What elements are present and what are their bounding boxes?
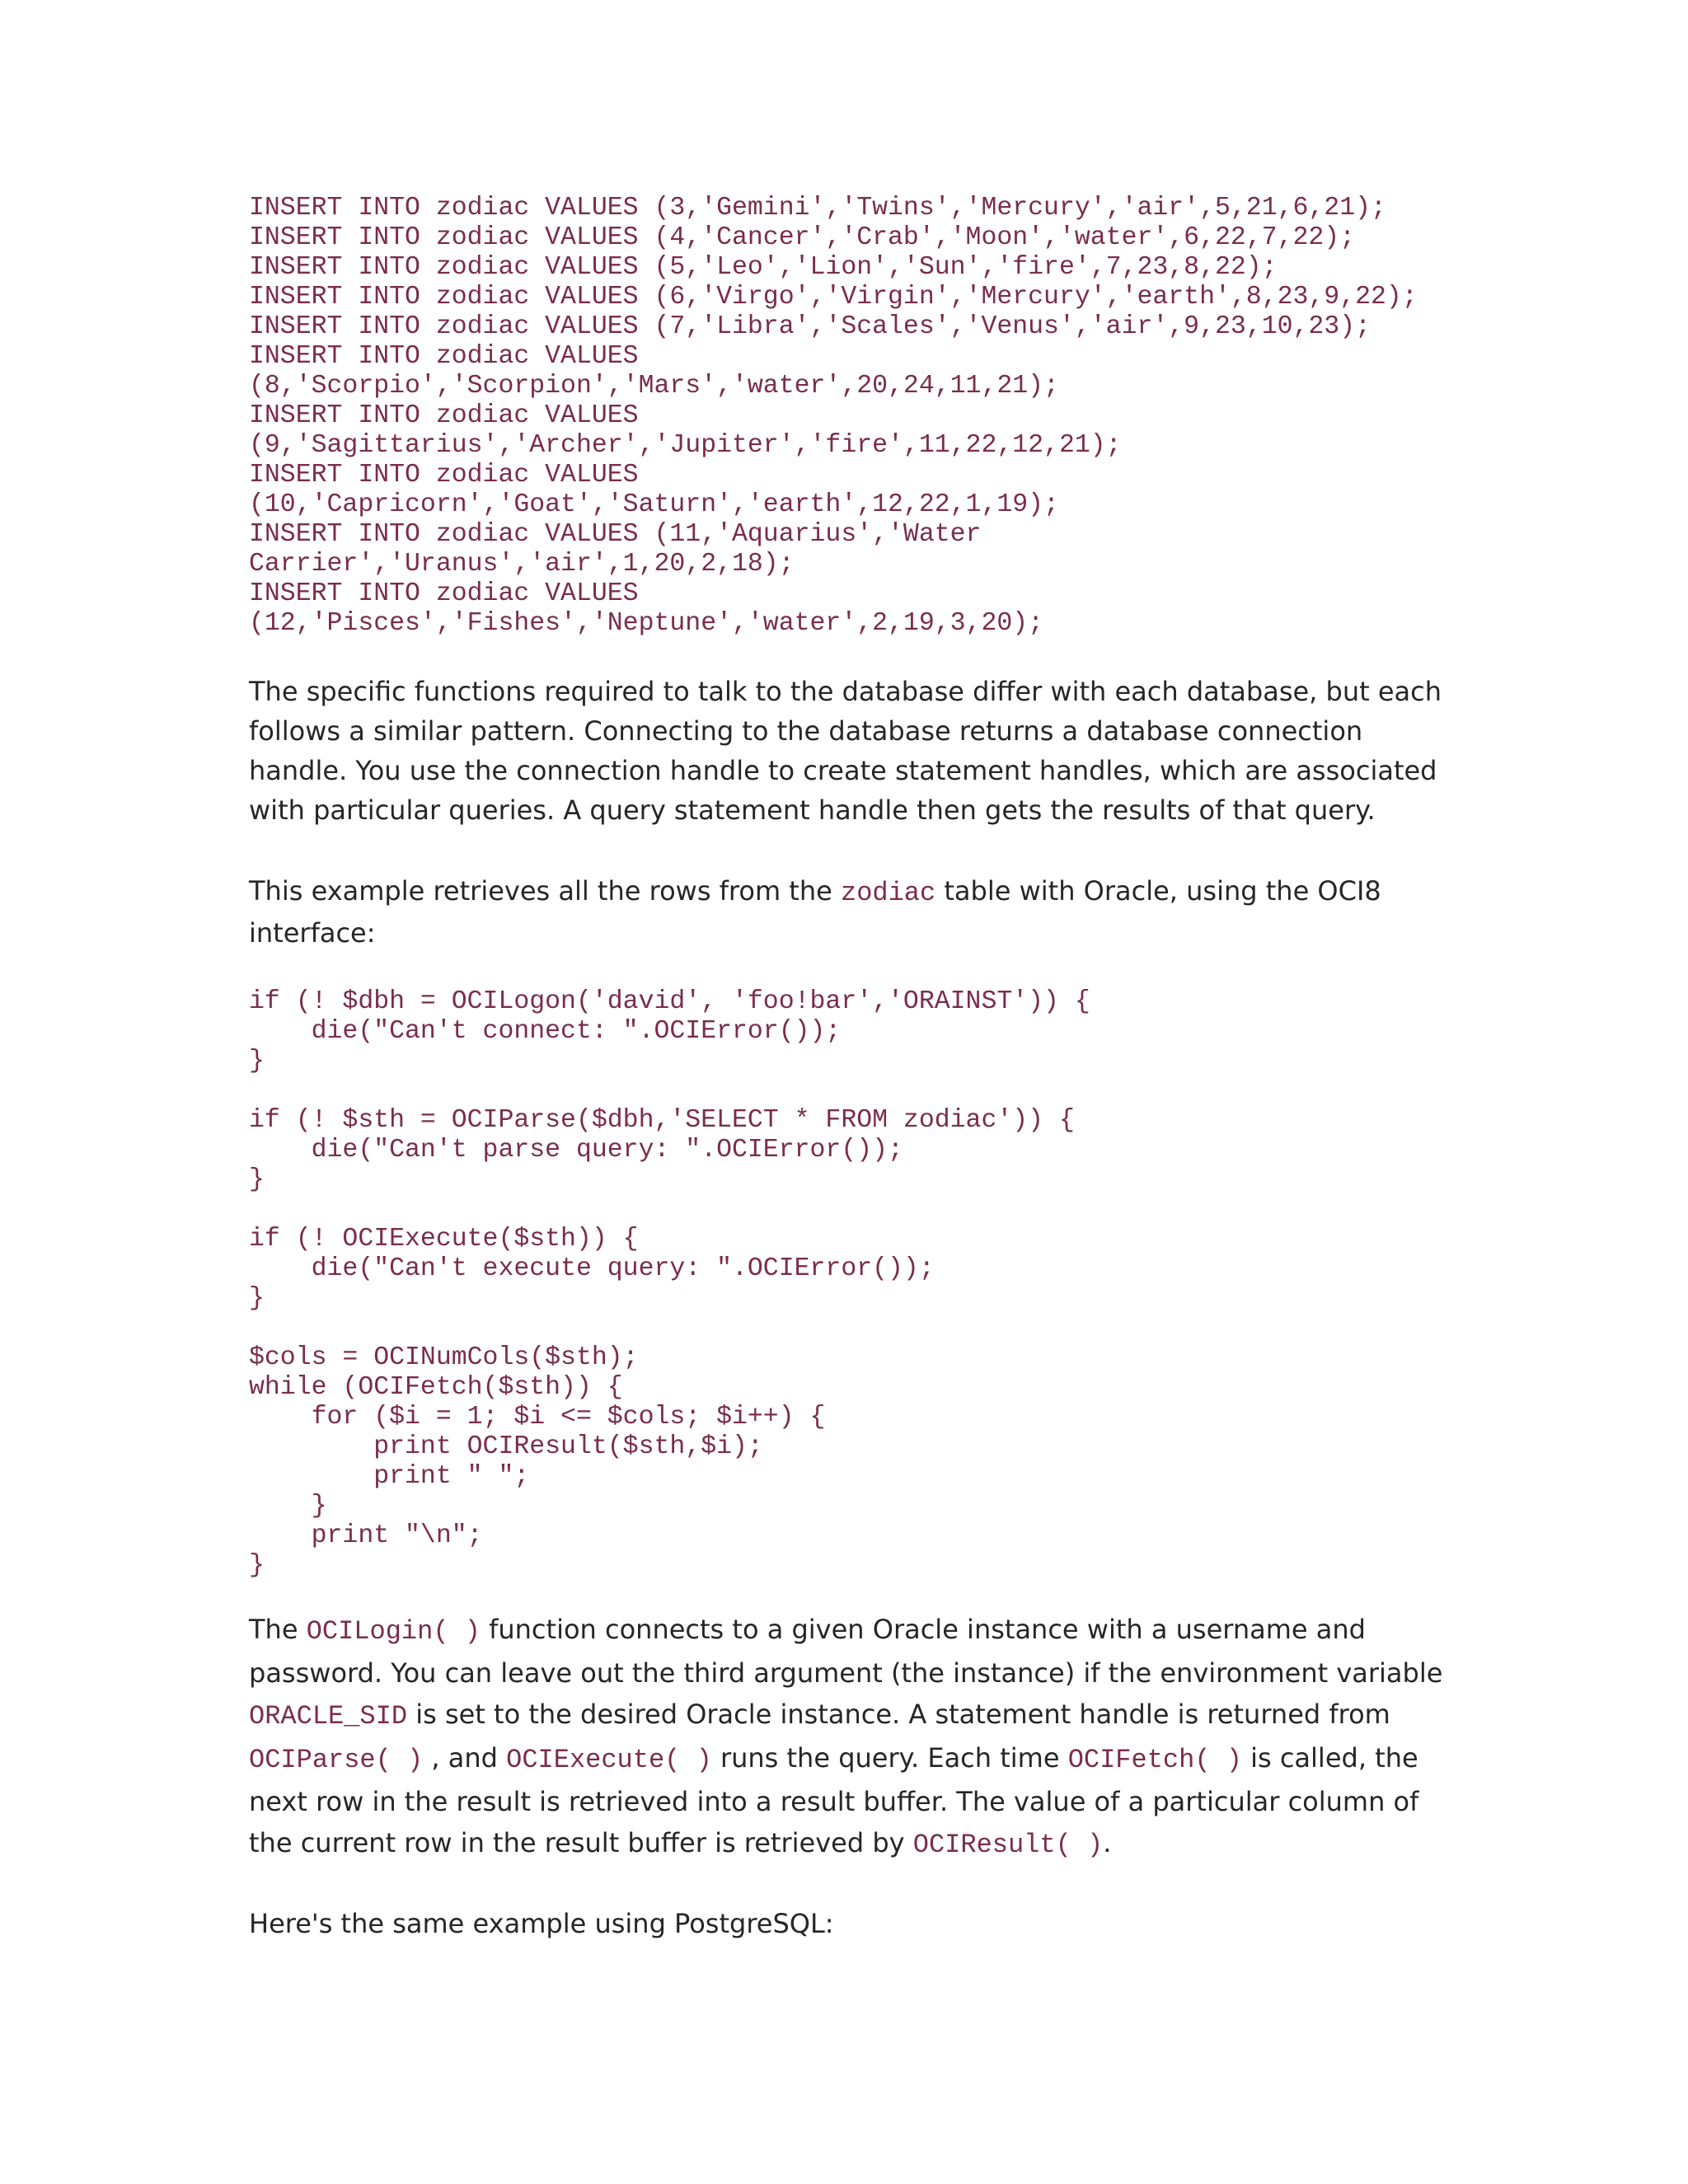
text-span: The: [249, 1614, 307, 1645]
code-line: while (OCIFetch($sth)) {: [249, 1373, 623, 1402]
code-line: $cols = OCINumCols($sth);: [249, 1343, 639, 1372]
code-line: }: [249, 1284, 265, 1313]
code-line: [249, 1195, 1469, 1225]
code-line: if (! $sth = OCIParse($dbh,'SELECT * FROM zodiac')) {: [249, 1106, 1075, 1135]
text-span: This example retrieves all the rows from the: [249, 875, 841, 907]
paragraph-postgresql-intro: Here's the same example using PostgreSQL:: [249, 1908, 834, 1939]
code-line: (8,'Scorpio','Scorpion','Mars','water',20,24,11,21);: [249, 372, 1059, 401]
code-line: Carrier','Uranus','air',1,20,2,18);: [249, 550, 795, 579]
code-line: INSERT INTO zodiac VALUES: [249, 342, 639, 371]
inline-code: OCIExecute( ): [506, 1745, 712, 1775]
document-page: [249, 194, 1469, 1943]
text-span: , and: [423, 1742, 507, 1774]
text-span: is called, the next row in the result is retrieved into a result buffer. The value of a particular column of the current row in the result buffer is retrieved by: [249, 1742, 1419, 1858]
code-line: INSERT INTO zodiac VALUES (3,'Gemini','Twins','Mercury','air',5,21,6,21);: [249, 194, 1386, 223]
code-line: INSERT INTO zodiac VALUES (6,'Virgo','Virgin','Mercury','earth',8,23,9,22);: [249, 283, 1418, 312]
code-line: if (! OCIExecute($sth)) {: [249, 1225, 639, 1254]
code-line: INSERT INTO zodiac VALUES: [249, 579, 639, 608]
text-span: runs the query. Each time: [711, 1742, 1068, 1774]
text-span: is set to the desired Oracle instance. A statement handle is returned from: [407, 1699, 1390, 1730]
inline-code: OCILogin( ): [306, 1616, 481, 1647]
code-line: die("Can't connect: ".OCIError());: [249, 1017, 842, 1046]
code-line: [249, 1076, 1469, 1106]
code-line: (12,'Pisces','Fishes','Neptune','water',2,19,3,20);: [249, 609, 1044, 638]
code-line: print "\n";: [249, 1521, 483, 1550]
code-line: die("Can't execute query: ".OCIError());: [249, 1254, 935, 1283]
code-line: INSERT INTO zodiac VALUES: [249, 461, 639, 490]
code-line: INSERT INTO zodiac VALUES (7,'Libra','Scales','Venus','air',9,23,10,23);: [249, 312, 1372, 341]
code-line: }: [249, 1492, 327, 1521]
code-line: if (! $dbh = OCILogon('david', 'foo!bar','ORAINST')) {: [249, 987, 1090, 1016]
inline-code: OCIResult( ): [912, 1830, 1104, 1860]
code-line: print " ";: [249, 1462, 530, 1491]
inline-code: OCIFetch( ): [1067, 1745, 1242, 1775]
code-line: INSERT INTO zodiac VALUES (11,'Aquarius','Water: [249, 520, 982, 549]
text-span: .: [1103, 1827, 1112, 1858]
code-line: print OCIResult($sth,$i);: [249, 1432, 763, 1461]
sql-insert-code-block: [249, 194, 1469, 639]
code-line: INSERT INTO zodiac VALUES (5,'Leo','Lion','Sun','fire',7,23,8,22);: [249, 253, 1278, 282]
inline-code: ORACLE_SID: [249, 1701, 408, 1732]
inline-code: OCIParse( ): [249, 1745, 424, 1775]
code-line: (10,'Capricorn','Goat','Saturn','earth',12,22,1,19);: [249, 490, 1059, 519]
code-line: }: [249, 1047, 265, 1076]
text-span: function connects to a given Oracle instance with a username and password. You can leave out the third argument (the instance) if the environment variable: [249, 1614, 1443, 1689]
code-line: for ($i = 1; $i <= $cols; $i++) {: [249, 1403, 826, 1432]
paragraph-ocilogin-explanation: [249, 1609, 1469, 1866]
code-line: }: [249, 1551, 265, 1580]
paragraph-oci8-example-intro: [249, 871, 1469, 953]
inline-code: zodiac: [840, 878, 936, 908]
code-line: (9,'Sagittarius','Archer','Jupiter','fire',11,22,12,21);: [249, 431, 1122, 460]
code-line: INSERT INTO zodiac VALUES: [249, 401, 639, 430]
oci8-php-code-block: [249, 987, 1469, 1581]
paragraph-database-functions: The specific functions required to talk to the database differ with each database, but each follows a similar pattern. Connecting to the database returns a database connection handle. You use the connection handle to create statement handles, which are associated with particular queries. A query statement handle then gets the results of that query.: [249, 676, 1442, 826]
code-line: [249, 1314, 1469, 1343]
code-line: die("Can't parse query: ".OCIError());: [249, 1136, 903, 1165]
text-span: table with Oracle, using the OCI8 interface:: [249, 875, 1381, 949]
code-line: INSERT INTO zodiac VALUES (4,'Cancer','Crab','Moon','water',6,22,7,22);: [249, 223, 1356, 252]
code-line: }: [249, 1165, 265, 1194]
